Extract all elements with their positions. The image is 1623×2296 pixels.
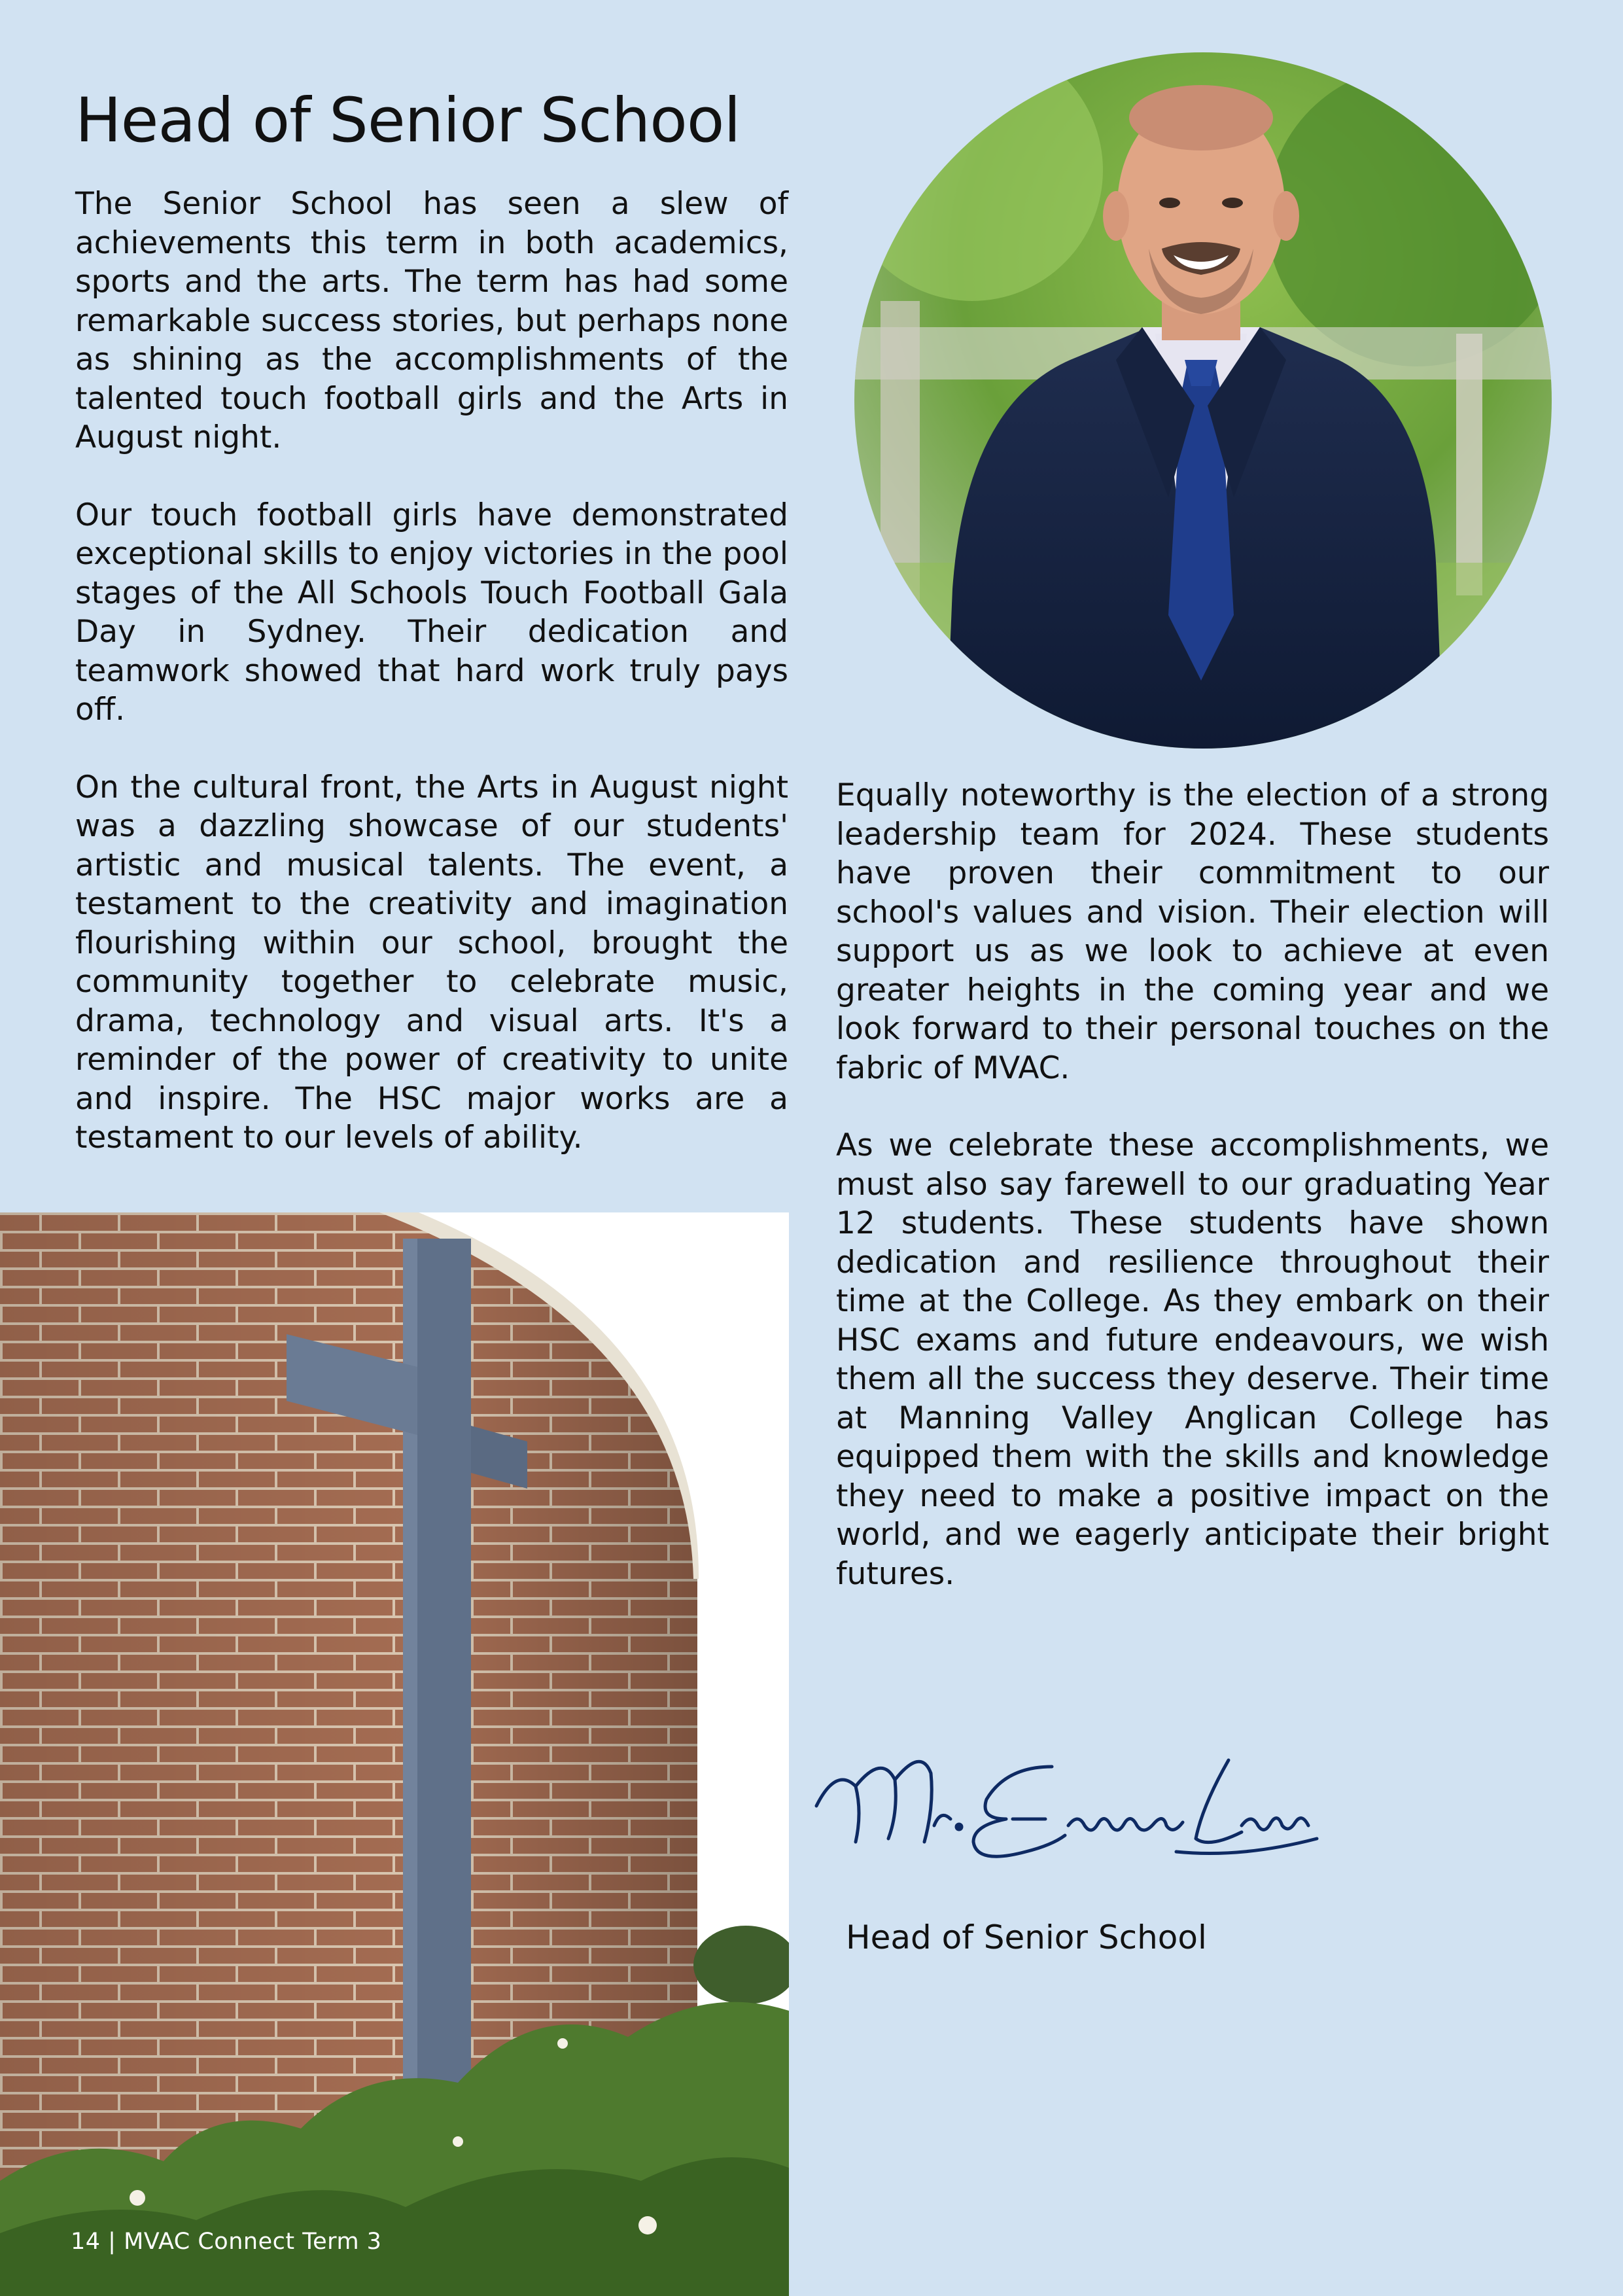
signature-role: Head of Senior School <box>846 1918 1207 1956</box>
page-title: Head of Senior School <box>75 85 741 156</box>
portrait-photo <box>854 52 1552 749</box>
page-footer: 14 | MVAC Connect Term 3 <box>71 2229 382 2255</box>
left-column <box>75 185 788 1196</box>
signature <box>810 1727 1320 1871</box>
paragraph: Our touch football girls have demonstrated exceptional skills to enjoy victories in the pool stages of the All Schools Touch Football Gala Day in Sydney. Their dedication and teamwork showed that hard work truly pays off. <box>75 497 788 728</box>
paragraph: As we celebrate these accomplishments, we must also say farewell to our graduating Year 12 students. These students have shown dedication and resilience throughout their time at the College. As they embark on their HSC exams and future endeavours, we wish them all the success they deserve. Their time at Manning Valley Anglican College has equipped them with the skills and knowledge they need to make a positive impact on the world, and we eagerly anticipate their bright futures. <box>836 1127 1549 1592</box>
chapel-cross-photo <box>0 1212 789 2296</box>
right-column <box>836 776 1549 1632</box>
paragraph: The Senior School has seen a slew of achievements this term in both academics, sports and the arts. The term has had some remarkable success stories, but perhaps none as shining as the accomplishments of the talented touch football girls and the Arts in August night. <box>75 186 788 455</box>
paragraph: Equally noteworthy is the election of a strong leadership team for 2024. These students have proven their commitment to our school's values and vision. Their election will support us as we look to achieve at even greater heights in the coming year and we look forward to their personal touches on the fabric of MVAC. <box>836 777 1549 1086</box>
paragraph: On the cultural front, the Arts in August night was a dazzling showcase of our students' artistic and musical talents. The event, a testament to the creativity and imagination flourishing within our school, brought the community together to celebrate music, drama, technology and visual arts. It's a reminder of the power of creativity to unite and inspire. The HSC major works are a testament to our levels of ability. <box>75 769 788 1156</box>
